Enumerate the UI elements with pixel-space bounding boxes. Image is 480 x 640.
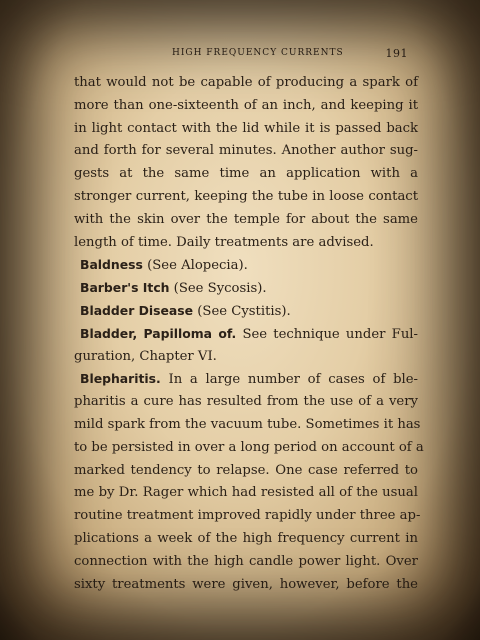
entry-text: (See Cystitis). xyxy=(193,303,291,319)
text-line: guration, Chapter VI. xyxy=(74,348,217,364)
page-body xyxy=(74,72,424,596)
text-line: plications a week of the high frequency current in xyxy=(74,530,418,546)
text-line: and forth for several minutes. Another author sug- xyxy=(74,143,418,159)
text-line: with the skin over the temple for about the same xyxy=(74,211,418,227)
entry-bladder-disease xyxy=(74,300,418,323)
entry-term: Barber's Itch xyxy=(80,280,170,296)
entry-term: Baldness xyxy=(80,257,143,273)
entry-barbers-itch xyxy=(74,277,418,300)
text-line: more than one-sixteenth of an inch, and keeping it xyxy=(74,97,418,113)
entry-text: See technique under Ful- xyxy=(236,326,418,342)
entry-term: Bladder Disease xyxy=(80,302,194,318)
text-line: routine treatment improved rapidly under three ap- xyxy=(74,508,421,524)
entry-text: (See Sycosis). xyxy=(169,281,267,297)
text-line: that would not be capable of producing a spark of xyxy=(74,75,418,90)
entry-blepharitis xyxy=(74,368,418,391)
entry-bladder-papilloma xyxy=(74,323,418,346)
text-line: to be persisted in over a long period on account of a xyxy=(74,439,424,455)
text-line: length of time. Daily treatments are advised. xyxy=(74,234,374,250)
text-line: stronger current, keeping the tube in loose contact xyxy=(74,188,418,204)
text-line: in light contact with the lid while it is passed back xyxy=(74,120,418,136)
entry-text: In a large number of cases of ble- xyxy=(160,372,418,388)
entry-text: (See Alopecia). xyxy=(142,258,248,274)
text-line: connection with the high candle power light. Over xyxy=(74,553,418,569)
entry-term: Bladder, Papilloma of. xyxy=(80,325,237,341)
text-line: pharitis a cure has resulted from the use of a very xyxy=(74,394,418,410)
entry-term: Blepharitis. xyxy=(80,371,161,387)
text-line: sixty treatments were given, however, before the xyxy=(74,576,418,592)
text-line: gests at the same time an application with a xyxy=(74,166,418,182)
running-head: HIGH FREQUENCY CURRENTS xyxy=(172,48,344,58)
text-line: me by Dr. Rager which had resisted all of the usual xyxy=(74,485,418,501)
text-line: marked tendency to relapse. One case referred to xyxy=(74,462,418,478)
text-line: mild spark from the vacuum tube. Sometimes it has xyxy=(74,416,421,432)
page-header xyxy=(172,48,408,62)
entry-baldness xyxy=(74,254,418,277)
page-number: 191 xyxy=(385,47,408,60)
